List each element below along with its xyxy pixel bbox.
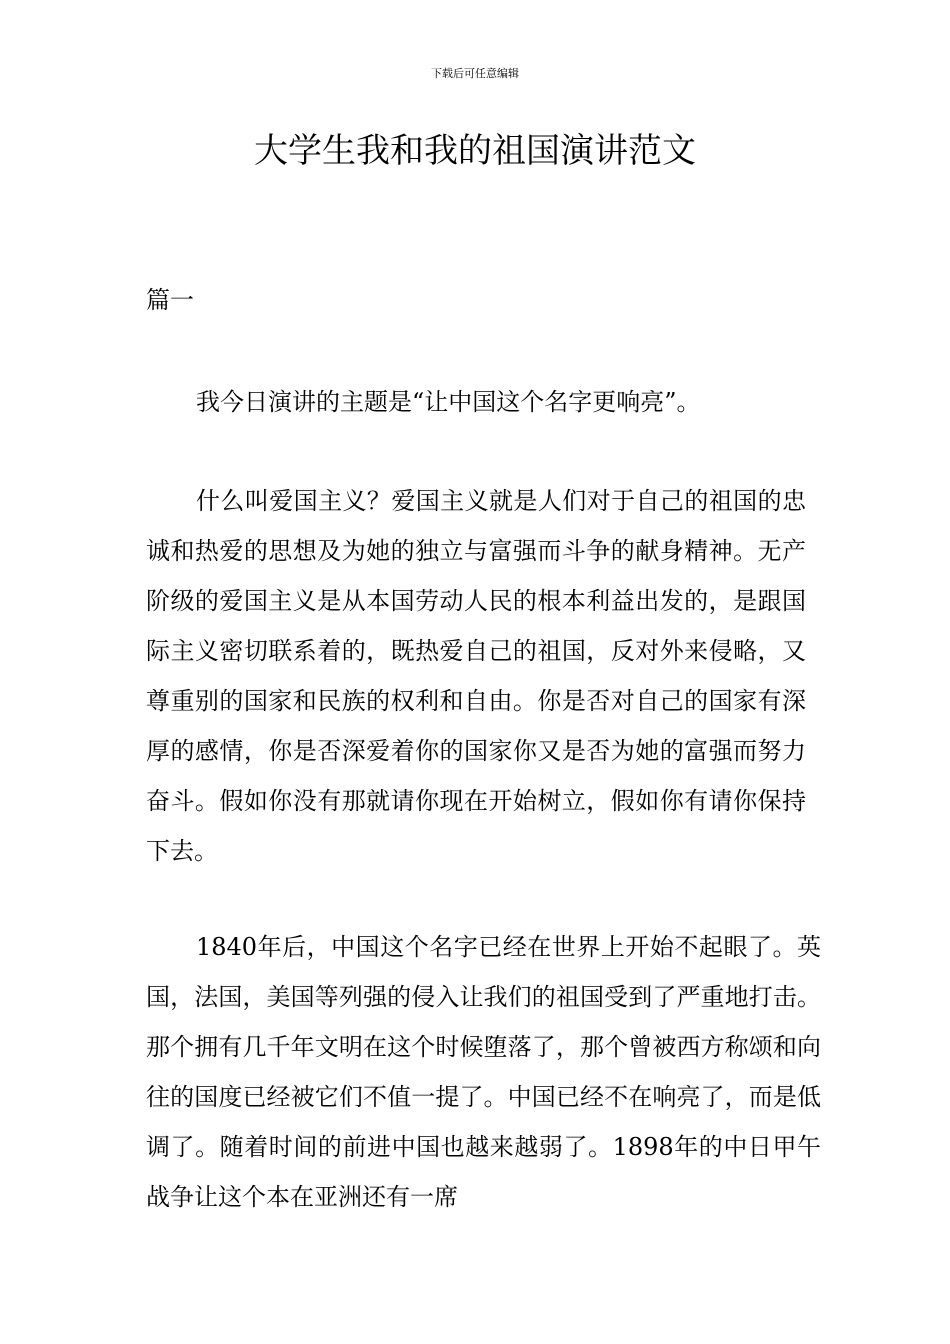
section-label: 篇一: [146, 286, 194, 314]
header-note: 下载后可任意编辑: [431, 67, 519, 80]
paragraph-patriotism: 什么叫爱国主义？爱国主义就是人们对于自己的祖国的忠诚和热爱的思想及为她的独立与富强而斗争的献身精神。无产阶级的爱国主义是从本国劳动人民的根本利益出发的，是跟国际主义密切联系着的，既热爱自己的祖国，反对外来侵略，又尊重别的国家和民族的权利和自由。你是否对自己的国家有深厚的感情，你是否深爱着你的国家你又是否为她的富强而努力奋斗。假如你没有那就请你现在开始树立，假如你有请你保持下去。: [146, 487, 806, 865]
document-title: 大学生我和我的祖国演讲范文: [254, 131, 696, 171]
paragraph-intro: 我今日演讲的主题是“让中国这个名字更响亮”。: [196, 388, 701, 416]
paragraph-history: 1840年后，中国这个名字已经在世界上开始不起眼了。英国，法国，美国等列强的侵入让我们的祖国受到了严重地打击。那个拥有几千年文明在这个时候堕落了，那个曾被西方称颂和向往的国度已经被它们不值一提了。中国已经不在响亮了，而是低调了。随着时间的前进中国也越来越弱了。1898年的中日甲午战争让这个本在亚洲还有一席: [146, 933, 821, 1211]
